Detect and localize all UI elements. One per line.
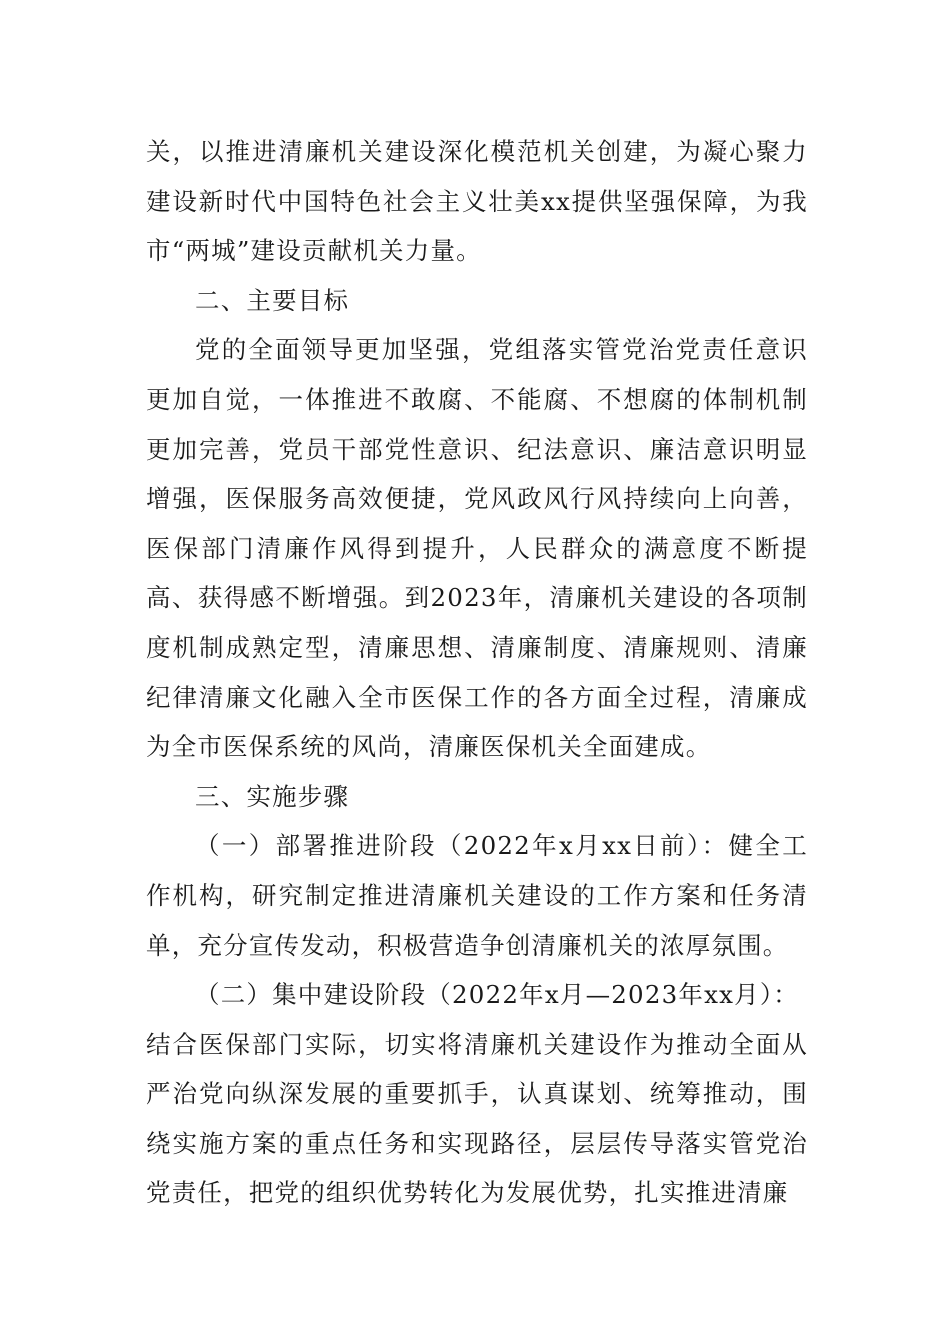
section-heading-main-goals: 二、主要目标	[195, 285, 350, 315]
paragraph-step-deployment: （一）部署推进阶段（2022年x月xx日前）：健全工作机构，研究制定推进清廉机关建设的工作方案和任务清单，充分宣传发动，积极营造争创清廉机关的浓厚氛围。	[146, 831, 808, 960]
paragraph-intro: 关，以推进清廉机关建设深化模范机关创建，为凝心聚力建设新时代中国特色社会主义壮美xx提供坚强保障，为我市“两城”建设贡献机关力量。	[146, 137, 808, 266]
paragraph-step-construction-body: 结合医保部门实际，切实将清廉机关建设作为推动全面从严治党向纵深发展的重要抓手，认真谋划、统筹推动，围绕实施方案的重点任务和实现路径，层层传导落实管党治党责任，把党的组织优势转化为发展优势，扎实推进清廉	[146, 1029, 808, 1208]
section-heading-implementation-steps: 三、实施步骤	[195, 781, 350, 811]
document-body	[146, 127, 808, 1218]
paragraph-step-construction-title: （二）集中建设阶段（2022年x月—2023年xx月）：	[195, 980, 800, 1010]
paragraph-main-goals: 党的全面领导更加坚强，党组落实管党治党责任意识更加自觉，一体推进不敢腐、不能腐、不想腐的体制机制更加完善，党员干部党性意识、纪法意识、廉洁意识明显增强，医保服务高效便捷，党风政风行风持续向上向善，医保部门清廉作风得到提升，人民群众的满意度不断提高、获得感不断增强。到2023年，清廉机关建设的各项制度机制成熟定型，清廉思想、清廉制度、清廉规则、清廉纪律清廉文化融入全市医保工作的各方面全过程，清廉成为全市医保系统的风尚，清廉医保机关全面建成。	[146, 335, 808, 762]
